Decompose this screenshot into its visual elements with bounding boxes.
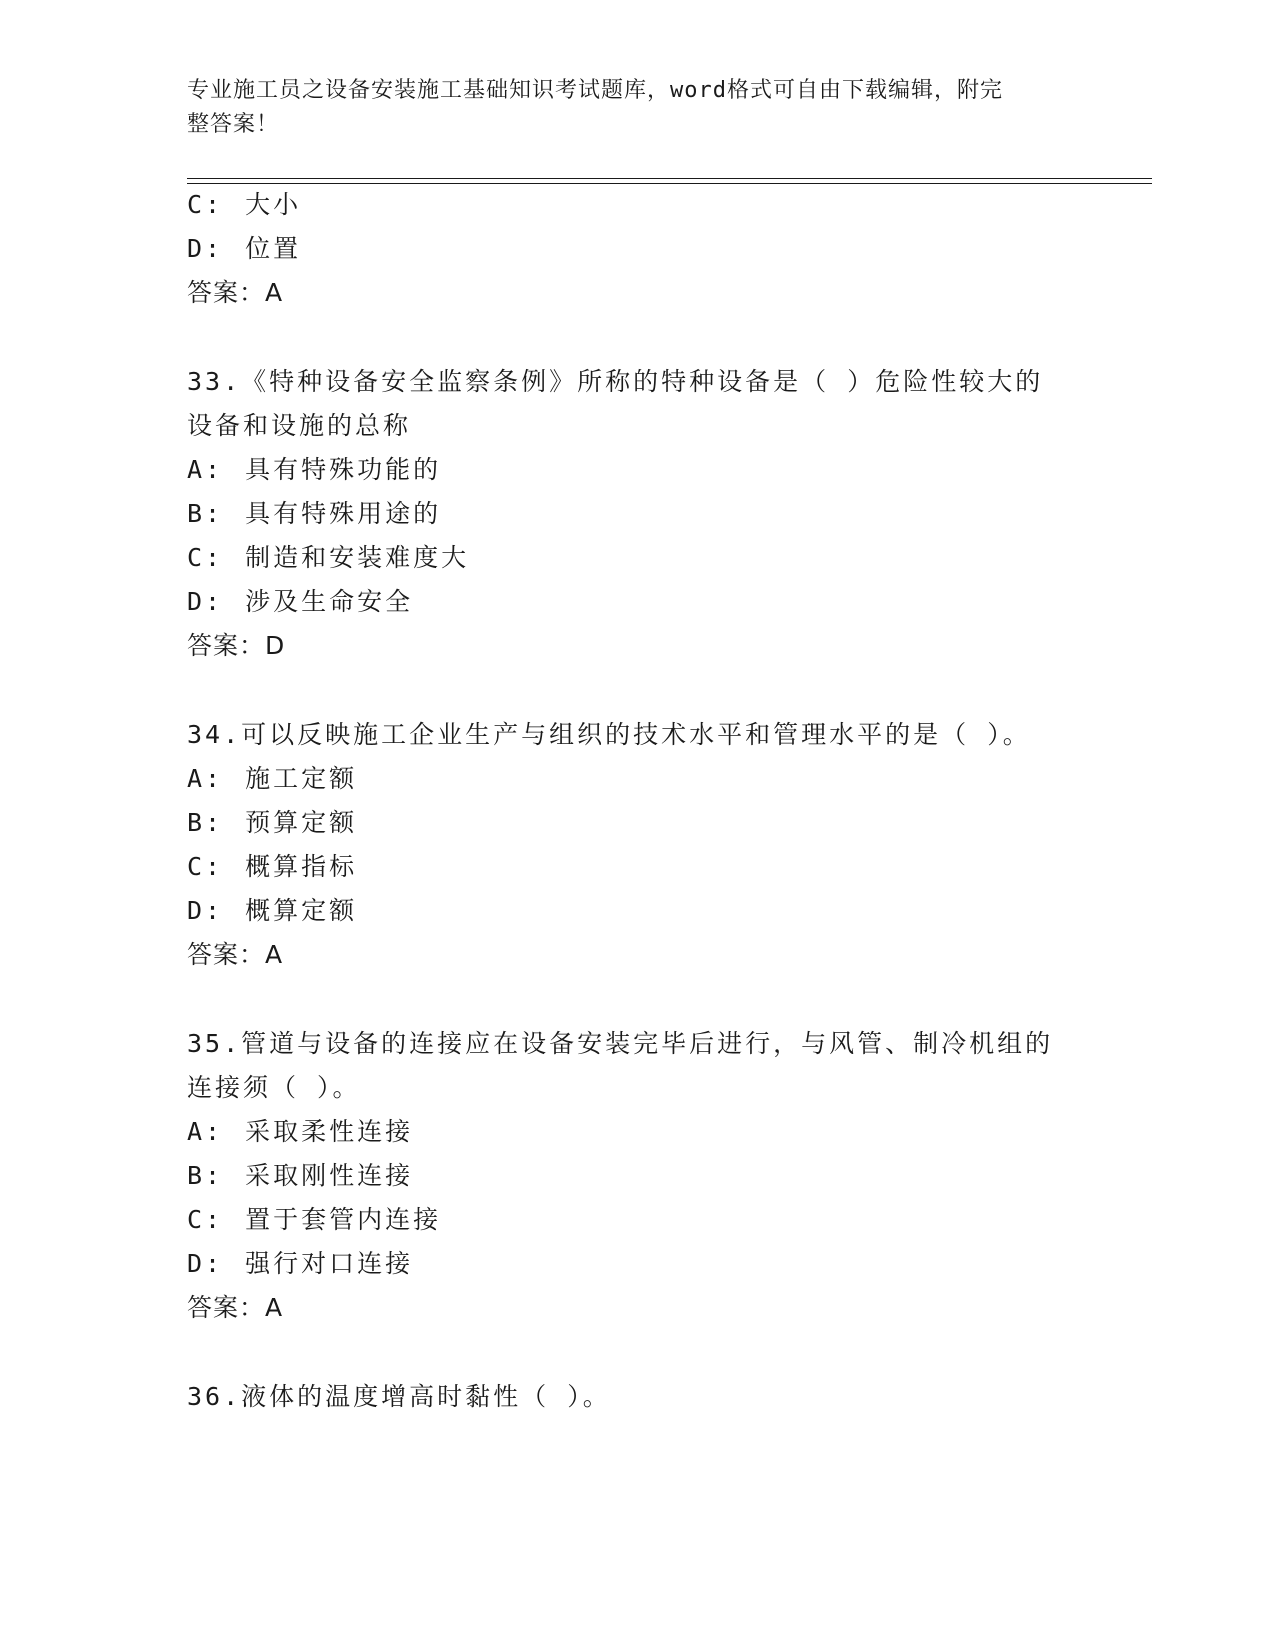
option-text: 置于套管内连接 — [245, 1205, 442, 1234]
option-key: C: — [187, 543, 224, 572]
option-key: B: — [187, 808, 224, 837]
option-text: 预算定额 — [245, 808, 358, 837]
option-line — [187, 806, 357, 840]
option-line — [187, 762, 357, 796]
option-line — [187, 541, 469, 575]
option-text: 具有特殊功能的 — [245, 455, 442, 484]
option-line — [187, 1159, 413, 1193]
option-line — [187, 497, 441, 531]
option-key: C: — [187, 852, 224, 881]
document-header — [187, 74, 1067, 142]
option-line — [187, 232, 301, 266]
option-line — [187, 894, 357, 928]
answer-line: 答案：A — [187, 940, 284, 969]
option-key: A: — [187, 455, 224, 484]
answer-line: 答案：A — [187, 278, 284, 307]
question-line: 连接须（ ）。 — [187, 1073, 361, 1102]
option-text: 强行对口连接 — [245, 1249, 414, 1278]
option-text: 位置 — [245, 234, 302, 263]
option-text: 涉及生命安全 — [245, 587, 414, 616]
option-line — [187, 850, 357, 884]
option-key: C: — [187, 190, 224, 219]
header-divider-top — [187, 178, 1152, 179]
question-line: 33.《特种设备安全监察条例》所称的特种设备是（ ）危险性较大的 — [187, 367, 1044, 396]
option-text: 具有特殊用途的 — [245, 499, 442, 528]
header-divider-bottom — [187, 183, 1152, 184]
question-line: 35.管道与设备的连接应在设备安装完毕后进行，与风管、制冷机组的 — [187, 1029, 1054, 1058]
option-line — [187, 1203, 441, 1237]
option-text: 采取刚性连接 — [245, 1161, 414, 1190]
option-line — [187, 1115, 413, 1149]
option-line — [187, 188, 301, 222]
option-text: 施工定额 — [245, 764, 358, 793]
option-text: 概算指标 — [245, 852, 358, 881]
option-key: B: — [187, 499, 224, 528]
option-key: D: — [187, 587, 224, 616]
question-line: 34.可以反映施工企业生产与组织的技术水平和管理水平的是（ ）。 — [187, 720, 1031, 749]
header-line-2: 整答案！ — [187, 112, 280, 137]
option-text: 概算定额 — [245, 896, 358, 925]
option-text: 制造和安装难度大 — [245, 543, 470, 572]
answer-line: 答案：A — [187, 1293, 284, 1322]
option-text: 采取柔性连接 — [245, 1117, 414, 1146]
option-key: B: — [187, 1161, 224, 1190]
option-line — [187, 1247, 413, 1281]
option-line — [187, 585, 413, 619]
option-key: D: — [187, 234, 224, 263]
question-line: 设备和设施的总称 — [187, 411, 412, 440]
question-line: 36.液体的温度增高时黏性（ ）。 — [187, 1382, 611, 1411]
header-line-1: 专业施工员之设备安装施工基础知识考试题库，word格式可自由下载编辑，附完 — [187, 78, 1003, 103]
option-key: A: — [187, 764, 224, 793]
option-key: A: — [187, 1117, 224, 1146]
option-text: 大小 — [245, 190, 302, 219]
option-key: D: — [187, 896, 224, 925]
option-key: C: — [187, 1205, 224, 1234]
answer-line: 答案：D — [187, 631, 286, 660]
option-key: D: — [187, 1249, 224, 1278]
option-line — [187, 453, 441, 487]
